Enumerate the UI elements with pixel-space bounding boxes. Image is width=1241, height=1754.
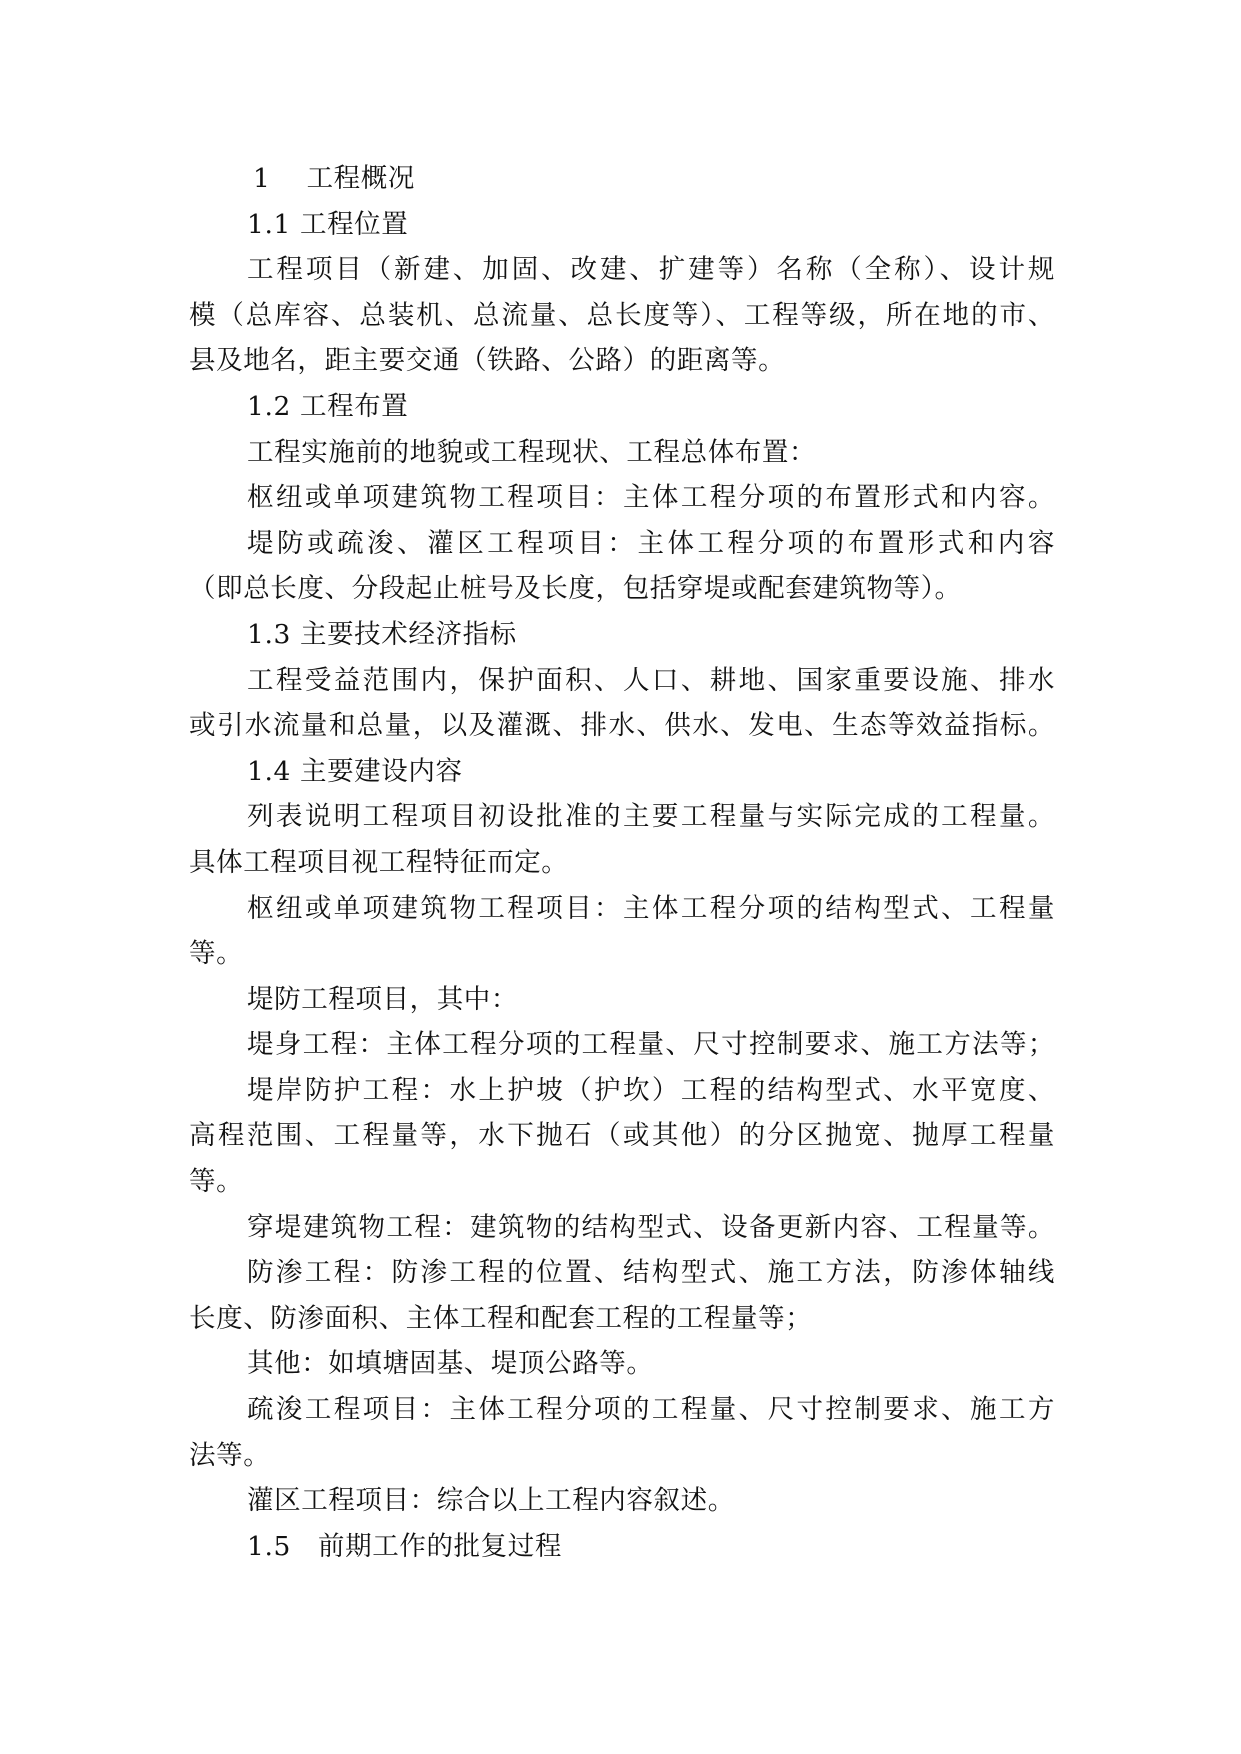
paragraph-line: 县及地名，距主要交通（铁路、公路）的距离等。 [189,345,786,377]
paragraph-line: 高程范围、工程量等，水下抛石（或其他）的分区抛宽、抛厚工程量 [189,1120,1055,1152]
paragraph-line: 工程受益范围内，保护面积、人口、耕地、国家重要设施、排水 [247,664,1055,696]
paragraph-line: 枢纽或单项建筑物工程项目：主体工程分项的布置形式和内容。 [247,482,1055,514]
document-body [189,156,1055,1569]
paragraph-line: 或引水流量和总量，以及灌溉、排水、供水、发电、生态等效益指标。 [189,710,1055,742]
paragraph-line: 枢纽或单项建筑物工程项目：主体工程分项的结构型式、工程量 [247,892,1055,924]
paragraph-line: 列表说明工程项目初设批准的主要工程量与实际完成的工程量。 [247,801,1055,833]
paragraph-line: 法等。 [189,1439,271,1471]
paragraph-line: 工程项目（新建、加固、改建、扩建等）名称（全称）、设计规 [247,254,1055,286]
paragraph-line: 穿堤建筑物工程：建筑物的结构型式、设备更新内容、工程量等。 [247,1211,1055,1243]
paragraph-line: （即总长度、分段起止桩号及长度，包括穿堤或配套建筑物等）。 [189,573,962,605]
paragraph-line: 等。 [189,1166,244,1198]
paragraph-line: 疏浚工程项目：主体工程分项的工程量、尺寸控制要求、施工方 [247,1394,1055,1426]
section-heading-1-1: 1.1 工程位置 [247,208,409,240]
section-heading-1-5: 1.5 前期工作的批复过程 [247,1530,562,1562]
paragraph-line: 防渗工程：防渗工程的位置、结构型式、施工方法，防渗体轴线 [247,1257,1055,1289]
paragraph-line: 其他：如填塘固基、堤顶公路等。 [247,1348,654,1380]
paragraph-line: 模（总库容、总装机、总流量、总长度等）、工程等级，所在地的市、 [189,299,1055,331]
paragraph-line: 堤身工程：主体工程分项的工程量、尺寸控制要求、施工方法等； [247,1029,1055,1061]
section-heading-1: 1 工程概况 [253,163,415,194]
paragraph-line: 具体工程项目视工程特征而定。 [189,846,569,878]
paragraph-line: 堤防或疏浚、灌区工程项目：主体工程分项的布置形式和内容 [247,527,1055,559]
section-heading-1-2: 1.2 工程布置 [247,390,409,422]
paragraph-line: 等。 [189,938,244,970]
section-heading-1-4: 1.4 主要建设内容 [247,755,463,787]
paragraph-line: 堤防工程项目，其中： [247,983,518,1015]
paragraph-line: 灌区工程项目：综合以上工程内容叙述。 [247,1485,735,1517]
paragraph-line: 工程实施前的地貌或工程现状、工程总体布置： [247,436,817,468]
section-heading-1-3: 1.3 主要技术经济指标 [247,618,517,650]
paragraph-line: 堤岸防护工程：水上护坡（护坎）工程的结构型式、水平宽度、 [247,1074,1055,1106]
paragraph-line: 长度、防渗面积、主体工程和配套工程的工程量等； [189,1302,813,1334]
